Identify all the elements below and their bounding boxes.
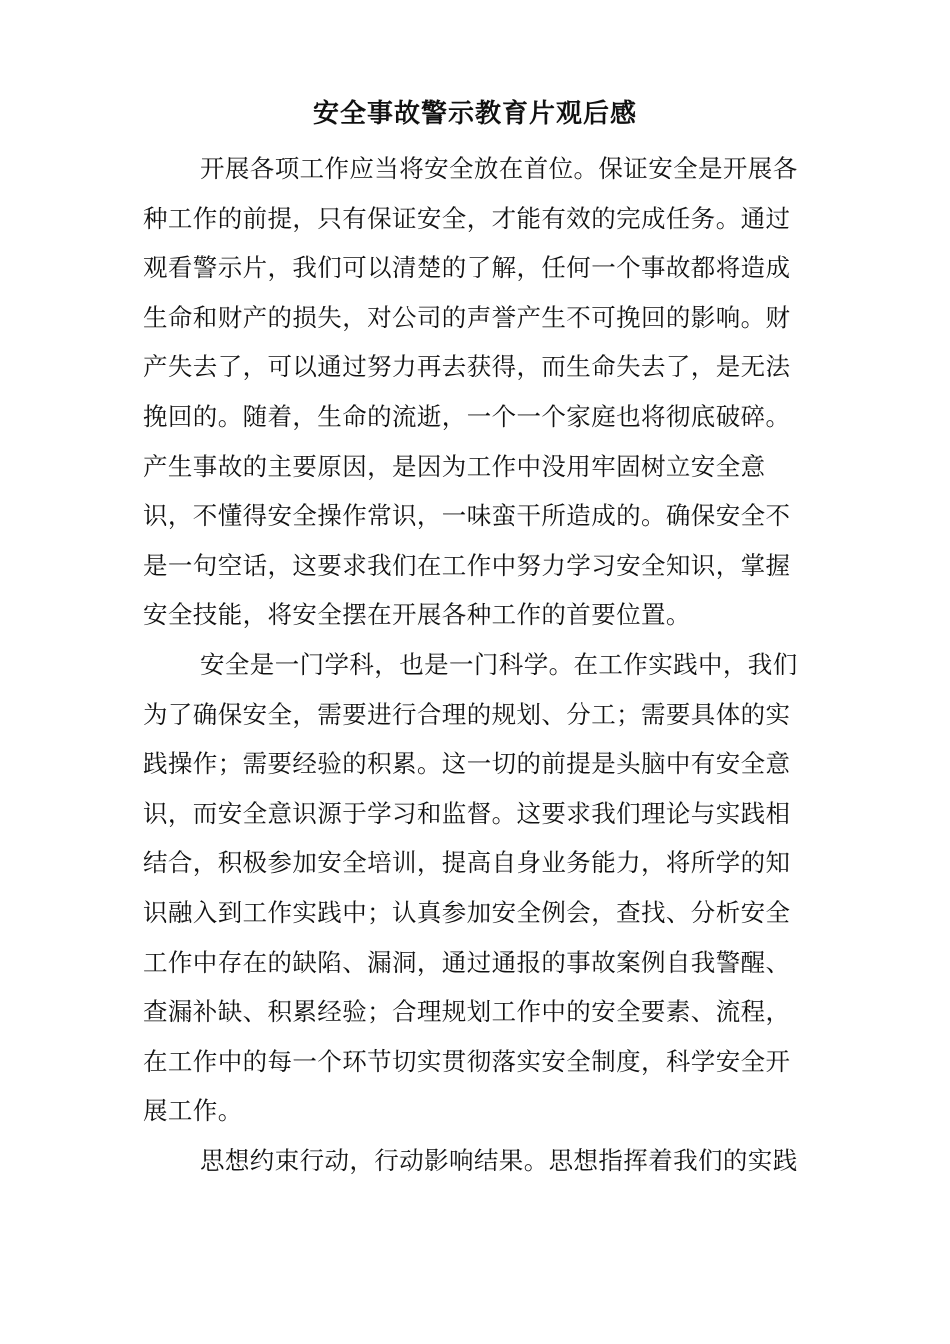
text-line: 识，不懂得安全操作常识，一味蛮干所造成的。确保安全不 [143,501,791,531]
text-line: 识，而安全意识源于学习和监督。这要求我们理论与实践相 [143,798,791,828]
text-line: 挽回的。随着，生命的流逝，一个一个家庭也将彻底破碎。 [143,401,791,431]
text-line: 结合，积极参加安全培训，提高自身业务能力，将所学的知 [143,848,791,878]
text-line: 践操作；需要经验的积累。这一切的前提是头脑中有安全意 [143,749,791,779]
document-title: 安全事故警示教育片观后感 [312,99,637,129]
text-line: 安全技能，将安全摆在开展各种工作的首要位置。 [143,600,691,630]
text-line: 识融入到工作实践中；认真参加安全例会，查找、分析安全 [143,897,791,927]
text-line: 产失去了，可以通过努力再去获得，而生命失去了，是无法 [143,352,791,382]
text-line: 工作中存在的缺陷、漏洞，通过通报的事故案例自我警醒、 [143,947,791,977]
text-line: 展工作。 [143,1096,243,1126]
text-line: 产生事故的主要原因，是因为工作中没用牢固树立安全意 [143,451,766,481]
text-line: 为了确保安全，需要进行合理的规划、分工；需要具体的实 [143,699,791,729]
text-line: 安全是一门学科，也是一门科学。在工作实践中，我们 [200,649,798,679]
text-line: 生命和财产的损失，对公司的声誉产生不可挽回的影响。财 [143,302,791,332]
text-line: 查漏补缺、积累经验；合理规划工作中的安全要素、流程， [143,997,791,1027]
text-line: 是一句空话，这要求我们在工作中努力学习安全知识，掌握 [143,550,791,580]
text-line: 思想约束行动，行动影响结果。思想指挥着我们的实践 [200,1145,798,1175]
text-line: 观看警示片，我们可以清楚的了解，任何一个事故都将造成 [143,253,791,283]
text-line: 种工作的前提，只有保证安全，才能有效的完成任务。通过 [143,203,791,233]
text-line: 开展各项工作应当将安全放在首位。保证安全是开展各 [200,154,798,183]
text-line: 在工作中的每一个环节切实贯彻落实安全制度，科学安全开 [143,1046,791,1076]
document-body [143,144,823,1185]
